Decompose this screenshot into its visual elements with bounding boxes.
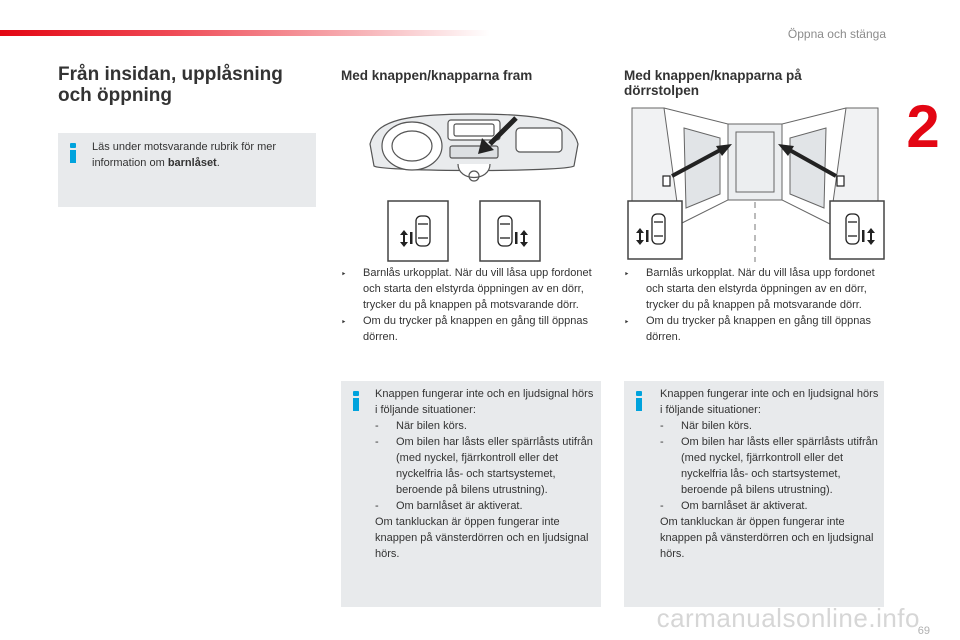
list-item: - Om bilen har låsts eller spärrlåsts utifrån (med nyckel, fjärrkontroll eller det nyckelfria lås- och startsystemet, beroende på bilens utrustning).	[375, 436, 593, 496]
info-outro: Om tankluckan är öppen fungerar inte knappen på vänsterdörren och en ljudsignal hörs.	[660, 516, 874, 560]
watermark: carmanualsonline.info	[656, 603, 920, 633]
info-box-pillar-buttons	[624, 381, 884, 607]
bullet-marker: ‣	[341, 269, 347, 279]
info-box-child-lock	[58, 133, 316, 207]
list-item: ‣ Barnlås urkopplat. När du vill låsa upp fordonet och starta den elstyrda öppningen av en dörr, trycker du på knappen på motsvarande dörr.	[624, 267, 875, 311]
section-name: Öppna och stänga	[787, 27, 886, 41]
front-buttons-instructions	[341, 265, 603, 345]
info-intro: Knappen fungerar inte och en ljudsignal hörs i följande situationer:	[375, 388, 594, 416]
info-text	[92, 139, 307, 171]
info-outro: Om tankluckan är öppen fungerar inte knappen på vänsterdörren och en ljudsignal hörs.	[375, 516, 589, 560]
pillar-button-left-illustration	[627, 200, 683, 260]
info-icon	[69, 143, 77, 163]
chapter-number: 2	[906, 93, 940, 160]
info-text-bold: barnlåset	[167, 157, 217, 169]
info-intro: Knappen fungerar inte och en ljudsignal hörs i följande situationer:	[660, 388, 879, 416]
list-item: ‣ Barnlås urkopplat. När du vill låsa upp fordonet och starta den elstyrda öppningen av en dörr, trycker du på knappen på motsvarande dörr.	[341, 267, 592, 311]
door-button-left-illustration	[387, 200, 449, 262]
list-item: - Om barnlåset är aktiverat.	[375, 500, 523, 512]
info-text-after: .	[216, 157, 220, 169]
page-number: 69	[917, 625, 930, 637]
bullet-marker: ‣	[624, 269, 630, 279]
info-icon	[635, 391, 643, 411]
info-text	[375, 386, 597, 562]
info-text-before: Läs under motsvarande rubrik för mer information om	[92, 141, 277, 169]
list-item: - Om bilen har låsts eller spärrlåsts utifrån (med nyckel, fjärrkontroll eller det nyckelfria lås- och startsystemet, beroende på bilens utrustning).	[660, 436, 878, 496]
bullet-marker: ‣	[624, 317, 630, 327]
dashboard-illustration	[366, 106, 582, 196]
list-item: - När bilen körs.	[660, 420, 752, 432]
pillar-buttons-heading: Med knappen/knapparna på dörrstolpen	[624, 68, 802, 98]
bullet-marker: ‣	[341, 317, 347, 327]
info-text	[660, 386, 882, 562]
list-item: - När bilen körs.	[375, 420, 467, 432]
info-box-front-buttons	[341, 381, 601, 607]
door-button-right-illustration	[479, 200, 541, 262]
info-icon	[352, 391, 360, 411]
page-title: Från insidan, upplåsning och öppning	[58, 64, 283, 106]
list-item: ‣ Om du trycker på knappen en gång till öppnas dörren.	[624, 315, 872, 343]
pillar-button-right-illustration	[829, 200, 885, 260]
list-item: - Om barnlåset är aktiverat.	[660, 500, 808, 512]
list-item: ‣ Om du trycker på knappen en gång till öppnas dörren.	[341, 315, 589, 343]
front-buttons-heading: Med knappen/knapparna fram	[341, 68, 533, 83]
header-accent-bar	[0, 30, 490, 36]
pillar-buttons-instructions	[624, 265, 886, 345]
